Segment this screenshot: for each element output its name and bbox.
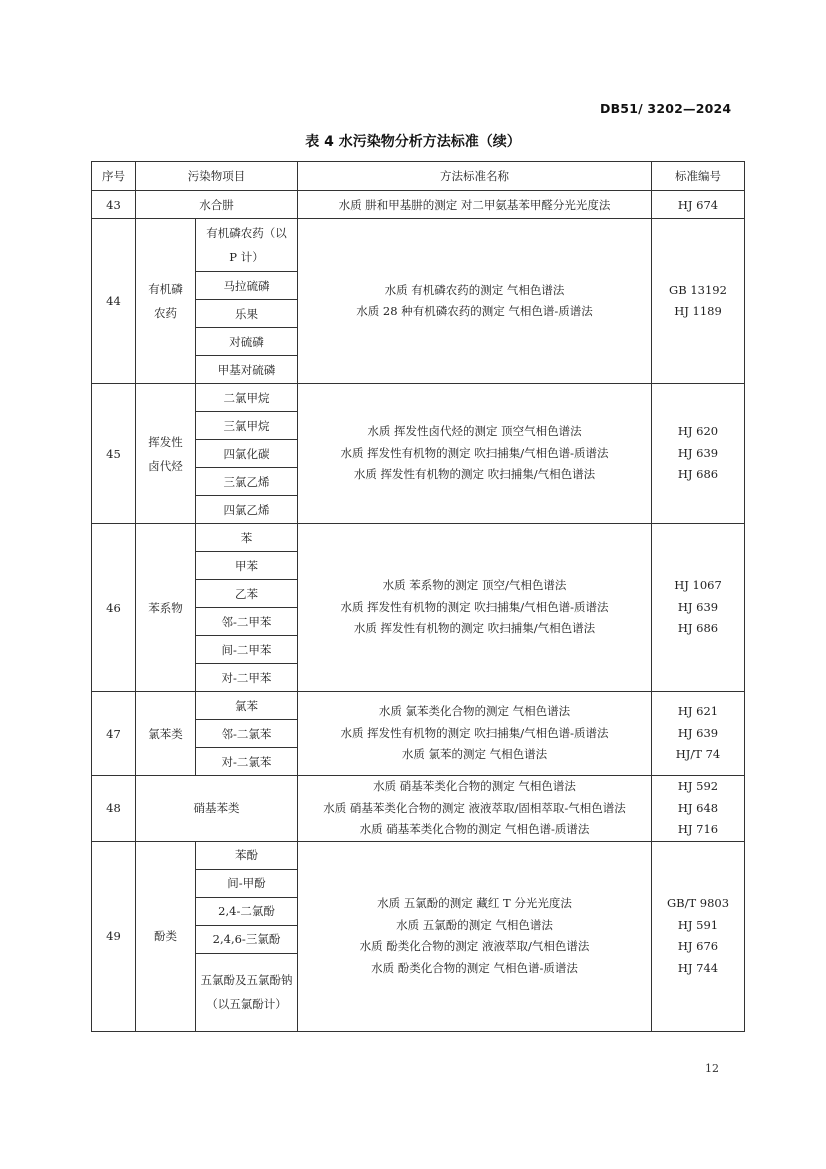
table-row [92,384,745,412]
item-cell: 四氯乙烯 [196,496,298,524]
method-line: 水质 挥发性有机物的测定 吹扫捕集/气相色谱-质谱法 [340,725,609,740]
row-methods [298,692,652,776]
method-line: 水质 挥发性有机物的测定 吹扫捕集/气相色谱-质谱法 [340,445,609,460]
table-row [92,841,745,869]
row-standards [652,219,745,384]
method-line: 水质 挥发性卤代烃的测定 顶空气相色谱法 [367,424,582,439]
item-cell: 乐果 [196,300,298,328]
row-no: 47 [92,692,136,776]
item-cell: 马拉硫磷 [196,272,298,300]
method-line: 水质 氯苯类化合物的测定 气相色谱法 [378,704,571,719]
method-line: 水质 五氯酚的测定 气相色谱法 [396,917,553,932]
item-cell: 三氯乙烯 [196,468,298,496]
item-cell: 甲基对硫磷 [196,356,298,384]
row-methods [298,841,652,1031]
item-cell: 间-甲酚 [196,869,298,897]
item-cell: 甲苯 [196,552,298,580]
method-line: 水质 酚类化合物的测定 液液萃取/气相色谱法 [359,939,590,953]
item-cell: 邻-二甲苯 [196,608,298,636]
pollutant-method-table [91,161,745,1032]
item-cell: 四氯化碳 [196,440,298,468]
item-cell: 氯苯 [196,692,298,720]
row-category [136,384,196,524]
row-category: 酚类 [136,841,196,1031]
method-line: 水质 硝基苯类化合物的测定 气相色谱法 [373,779,576,793]
standard-line: HJ 648 [677,800,719,815]
standard-line: HJ 639 [677,725,719,740]
item-cell: 2,4-二氯酚 [196,897,298,925]
standard-line: GB/T 9803 [666,896,730,910]
item-cell: 乙苯 [196,580,298,608]
header-method: 方法标准名称 [298,162,652,191]
row-category [136,219,196,384]
item-cell: 邻-二氯苯 [196,720,298,748]
method-line: 水质 酚类化合物的测定 气相色谱-质谱法 [371,960,578,975]
row-standards [652,776,745,842]
method-line: 水质 挥发性有机物的测定 吹扫捕集/气相色谱法 [353,621,596,636]
document-id: DB51/ 3202—2024 [600,101,732,116]
row-category: 硝基苯类 [136,776,298,842]
table-row [92,692,745,720]
row-category: 氯苯类 [136,692,196,776]
item-cell: 2,4,6-三氯酚 [196,925,298,953]
method-line: 水质 苯系物的测定 顶空/气相色谱法 [382,578,567,593]
row-category: 苯系物 [136,524,196,692]
row-standards [652,692,745,776]
row-no: 44 [92,219,136,384]
table-row [92,219,745,272]
standard-line: HJ 592 [677,779,719,793]
item-cell [196,219,298,272]
standard-line: HJ/T 74 [675,747,721,762]
standard-line: HJ 621 [677,704,719,719]
item-cell: 苯 [196,524,298,552]
method-line: 水质 有机磷农药的测定 气相色谱法 [384,282,565,297]
standard-line: HJ 639 [677,445,719,460]
item-text: 有机磷农药（以 P 计） [206,226,287,264]
standard-line: HJ 591 [677,917,719,932]
row-standards [652,384,745,524]
header-pollutant: 污染物项目 [136,162,298,191]
standard-line: HJ 744 [677,960,719,975]
row-no: 49 [92,841,136,1031]
standard-line: HJ 1189 [674,304,722,318]
method-line: 水质 氯苯的测定 气相色谱法 [401,747,548,762]
item-cell: 间-二甲苯 [196,636,298,664]
table-row [92,776,745,842]
row-methods [298,524,652,692]
standard-line: HJ 686 [677,467,719,482]
item-cell: 对-二氯苯 [196,748,298,776]
standard-line: HJ 716 [677,822,719,836]
header-no: 序号 [92,162,136,191]
row-standards [652,841,745,1031]
page-number: 12 [705,1062,719,1075]
standard-line: GB 13192 [669,282,727,297]
standard-line: HJ 676 [677,939,719,953]
item-cell: 对-二甲苯 [196,664,298,692]
table-row [92,524,745,552]
row-no: 48 [92,776,136,842]
method-line: 水质 挥发性有机物的测定 吹扫捕集/气相色谱法 [353,467,596,482]
row-methods [298,776,652,842]
item-cell: 苯酚 [196,841,298,869]
standard-line: HJ 686 [677,621,719,636]
row-no: 46 [92,524,136,692]
row-method: 水质 肼和甲基肼的测定 对二甲氨基苯甲醛分光光度法 [298,191,652,219]
header-standard: 标准编号 [652,162,745,191]
method-line: 水质 挥发性有机物的测定 吹扫捕集/气相色谱-质谱法 [340,599,609,614]
item-cell [196,953,298,1031]
method-line: 水质 硝基苯类化合物的测定 气相色谱-质谱法 [359,822,590,836]
table-row [92,191,745,219]
row-methods [298,384,652,524]
row-category: 水合肼 [136,191,298,219]
item-cell: 三氯甲烷 [196,412,298,440]
row-no: 43 [92,191,136,219]
row-no: 45 [92,384,136,524]
method-line: 水质 五氯酚的测定 藏红 T 分光光度法 [377,896,572,910]
item-text: 五氯酚及五氯酚钠（以五氯酚计） [200,973,293,1011]
row-methods [298,219,652,384]
method-line: 水质 28 种有机磷农药的测定 气相色谱-质谱法 [356,304,593,318]
item-cell: 对硫磷 [196,328,298,356]
row-standards [652,524,745,692]
category-text: 有机磷农药 [148,282,183,320]
method-line: 水质 硝基苯类化合物的测定 液液萃取/固相萃取-气相色谱法 [323,800,626,815]
item-cell: 二氯甲烷 [196,384,298,412]
standard-line: HJ 620 [677,424,719,439]
row-standard: HJ 674 [652,191,745,219]
standard-line: HJ 639 [677,599,719,614]
category-text: 挥发性卤代烃 [148,434,183,473]
standard-line: HJ 1067 [674,578,722,593]
table-header-row [92,162,745,191]
table-title: 表 4 水污染物分析方法标准（续） [305,134,521,150]
